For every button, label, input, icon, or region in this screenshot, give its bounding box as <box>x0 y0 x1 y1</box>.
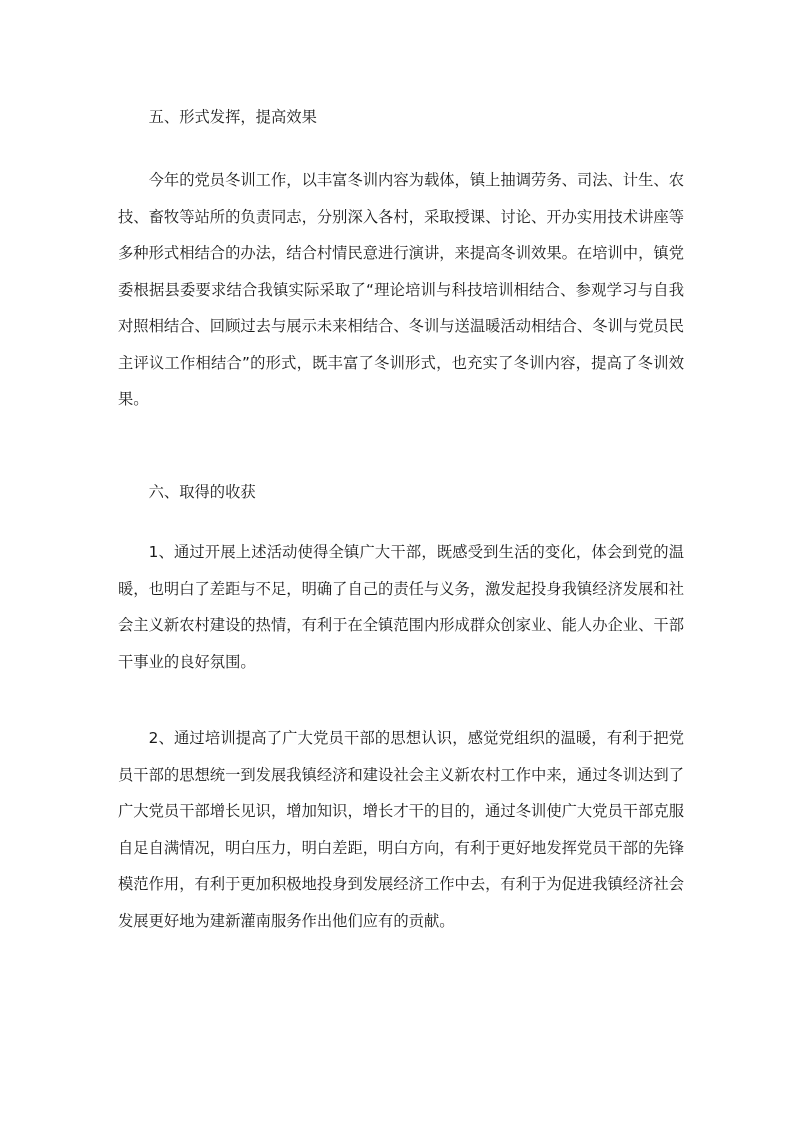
paragraph-gain-1: 1、通过开展上述活动使得全镇广大干部，既感受到生活的变化，体会到党的温暖，也明白了差距与不足，明确了自己的责任与义务，激发起投身我镇经济发展和社会主义新农村建设的热情，有利于在全镇范围内形成群众创家业、能人办企业、干部干事业的良好氛围。 <box>118 543 684 671</box>
section-heading-6: 六、取得的收获 <box>148 483 256 501</box>
paragraph-winter-training-forms: 今年的党员冬训工作，以丰富冬训内容为载体，镇上抽调劳务、司法、计生、农技、畜牧等站所的负责同志，分别深入各村，采取授课、讨论、开办实用技术讲座等多种形式相结合的办法，结合村情民意进行演讲，来提高冬训效果。在培训中，镇党委根据县委要求结合我镇实际采取了“理论培训与科技培训相结合、参观学习与自我对照相结合、回顾过去与展示未来相结合、冬训与送温暖活动相结合、冬训与党员民主评议工作相结合”的形式，既丰富了冬训形式，也充实了冬训内容，提高了冬训效果。 <box>118 171 684 408</box>
paragraph-gain-2: 2、通过培训提高了广大党员干部的思想认识，感觉党组织的温暖，有利于把党员干部的思想统一到发展我镇经济和建设社会主义新农村工作中来，通过冬训达到了广大党员干部增长见识，增加知识，增长才干的目的，通过冬训使广大党员干部克服自足自满情况，明白压力，明白差距，明白方向，有利于更好地发挥党员干部的先锋模范作用，有利于更加积极地投身到发展经济工作中去，有利于为促进我镇经济社会发展更好地为建新灌南服务作出他们应有的贡献。 <box>118 729 684 930</box>
section-heading-5: 五、形式发挥，提高效果 <box>148 108 317 126</box>
